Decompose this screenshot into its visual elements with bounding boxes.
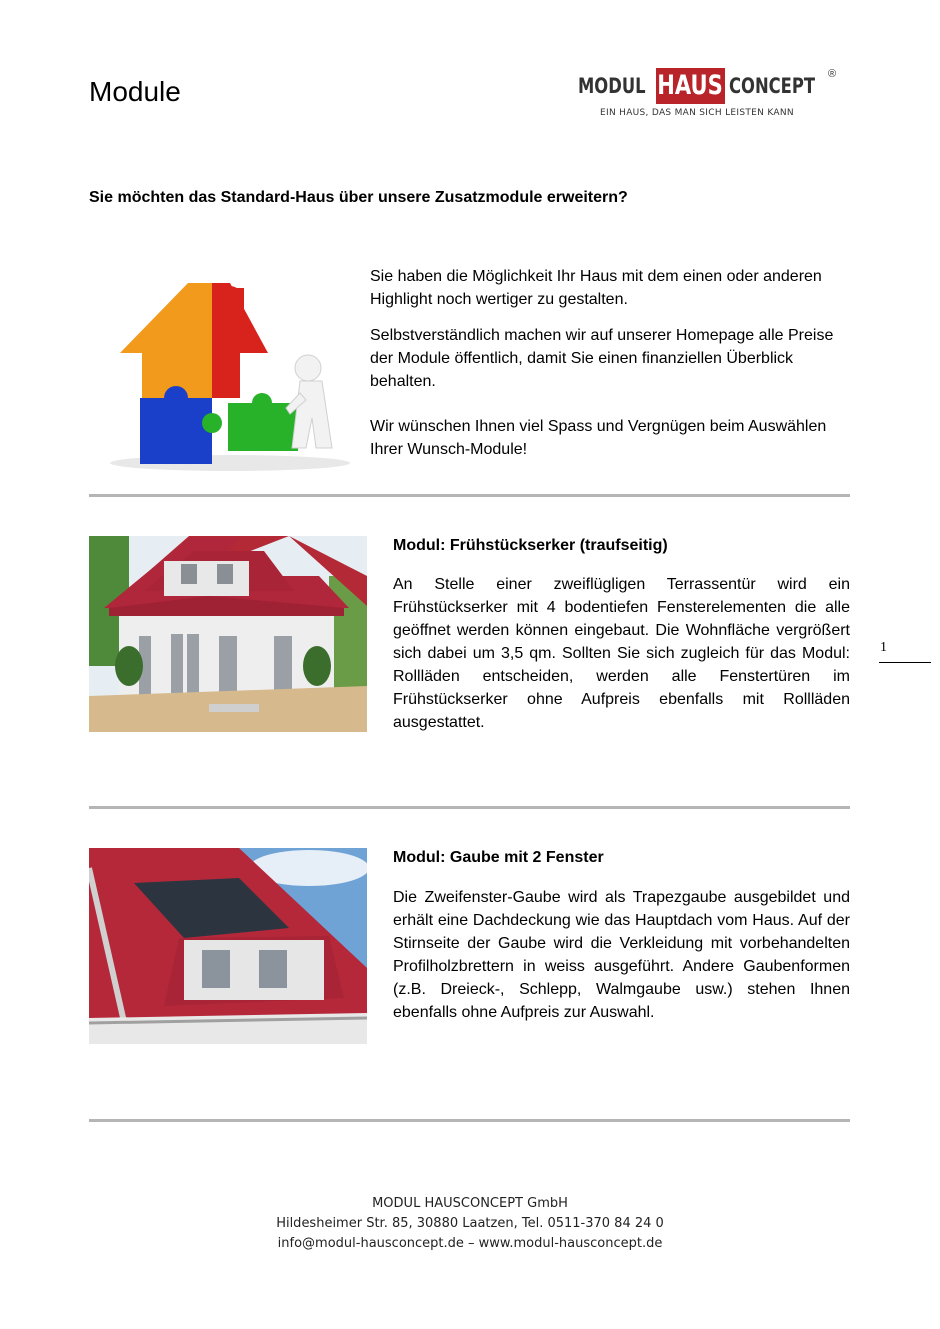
logo-text-concept: CONCEPT xyxy=(729,74,816,98)
logo-text-haus: HAUS xyxy=(656,68,725,104)
intro-question: Sie möchten das Standard-Haus über unsere Zusatzmodule erweitern? xyxy=(89,189,628,206)
intro-paragraph-3: Wir wünschen Ihnen viel Spass und Vergnügen beim Auswählen Ihrer Wunsch-Module! xyxy=(370,418,827,458)
footer-address: Hildesheimer Str. 85, 30880 Laatzen, Tel. 0511-370 84 24 0 xyxy=(276,1216,664,1231)
logo-slogan: EIN HAUS, DAS MAN SICH LEISTEN KANN xyxy=(600,108,794,118)
module-1-title: Modul: Frühstückserker (traufseitig) xyxy=(393,537,668,554)
puzzle-piece-orange xyxy=(120,283,212,398)
bay-window-house-photo xyxy=(89,536,367,732)
dormer-roof-photo xyxy=(89,848,367,1044)
intro-paragraph-1: Sie haben die Möglichkeit Ihr Haus mit dem einen oder anderen Highlight noch wertiger zu gestalten. xyxy=(370,268,822,308)
intro-paragraph-2: Selbstverständlich machen wir auf unserer Homepage alle Preise der Module öffentlich, damit Sie einen finanziellen Überblick behalten. xyxy=(370,327,834,390)
page-title: Module xyxy=(89,76,181,107)
footer xyxy=(0,1194,940,1254)
intro-text xyxy=(370,265,840,474)
page-number-rule xyxy=(879,662,931,663)
registered-mark: ® xyxy=(828,68,837,80)
divider-2 xyxy=(89,806,850,809)
puzzle-house-illustration xyxy=(100,258,355,473)
figure-head xyxy=(295,355,321,381)
logo-text-modul: MODUL xyxy=(578,74,646,98)
module-2-description: Die Zweifenster-Gaube wird als Trapezgaube ausgebildet und erhält eine Dachdeckung wie das Hauptdach vom Haus. Auf der Stirnseite der Gaube wird die Verkleidung mit vorbehandelten Profilholzbrettern in weiss ausgeführt. Andere Gaubenformen (z.B. Dreieck-, Schlepp, Walmgaube usw.) stehen Ihnen ebenfalls ohne Aufpreis zur Auswahl. xyxy=(393,889,850,1021)
footer-contact: info@modul-hausconcept.de – www.modul-hausconcept.de xyxy=(277,1236,663,1251)
page-number: 1 xyxy=(880,640,887,655)
divider-3 xyxy=(89,1119,850,1122)
footer-company: MODUL HAUSCONCEPT GmbH xyxy=(372,1196,568,1211)
divider-1 xyxy=(89,494,850,497)
module-2-title: Modul: Gaube mit 2 Fenster xyxy=(393,849,604,866)
company-logo xyxy=(578,68,843,124)
module-1-description: An Stelle einer zweiflügligen Terrassentür wird ein Frühstückserker mit 4 bodentiefen Fensterelementen die alle geöffnet werden können eingebaut. Die Wohnfläche vergrößert sich dabei um 3,5 qm. Sollten Sie sich zugleich für das Modul: Rollläden entscheiden, werden alle Fenstertüren im Frühstückserker ohne Aufpreis ebenfalls mit Rollläden ausgestattet. xyxy=(393,576,850,731)
